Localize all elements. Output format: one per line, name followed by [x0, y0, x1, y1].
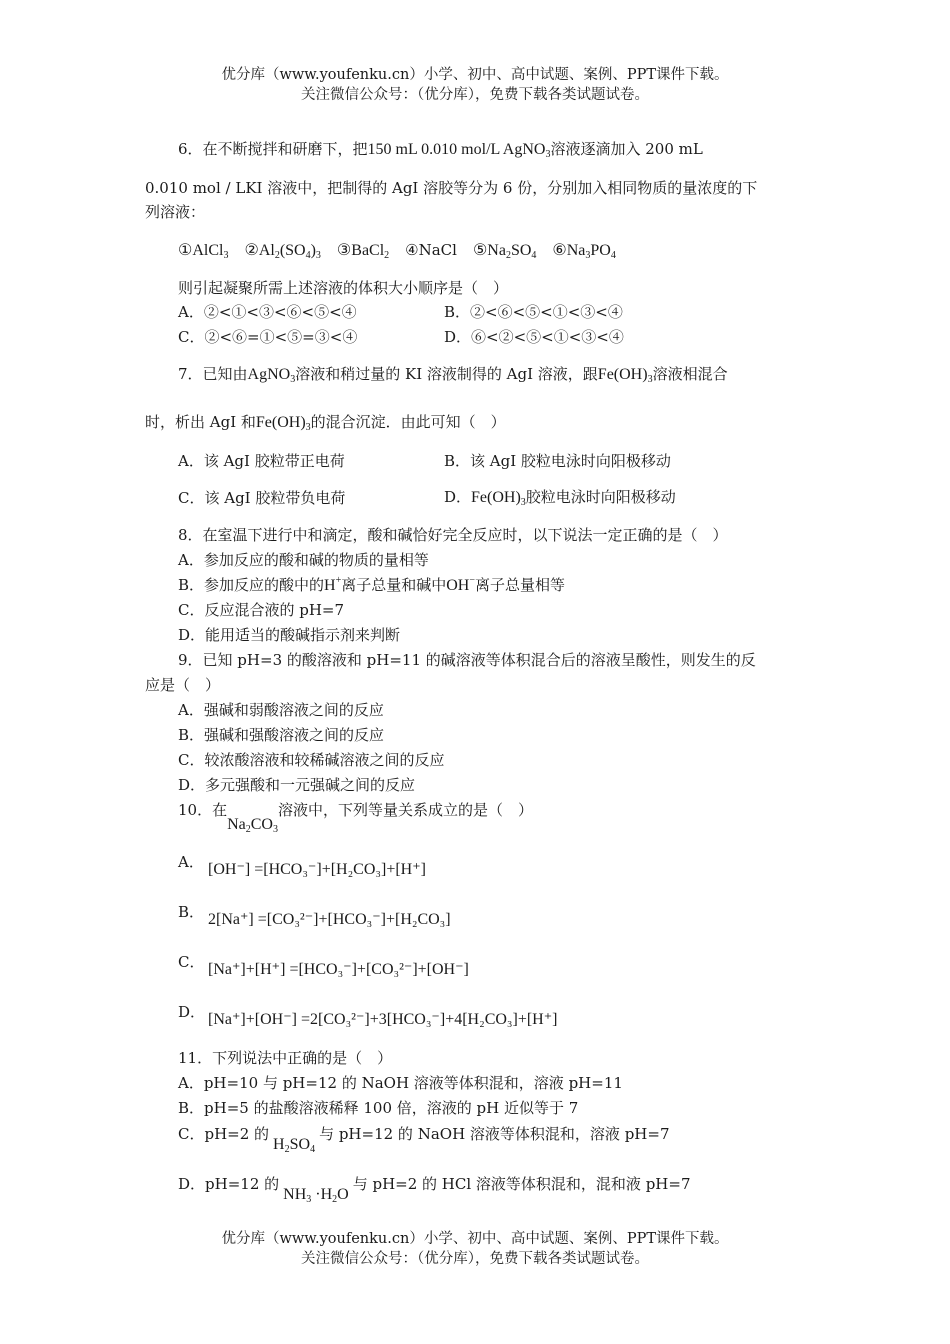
q9-stem-line2: 应是（ ）: [145, 676, 221, 694]
q6-line3: 列溶液：: [145, 203, 206, 221]
q8-option-d: D．能用适当的酸碱指示剂来判断: [178, 626, 401, 644]
q7-line1: 7．已知由AgNO$_3$溶液和稍过量的 KI 溶液制得的 AgI 溶液，跟$Fe(OH)_3$溶液相混合: [178, 365, 728, 385]
q7-option-a: A．该 AgI 胶粒带正电荷: [178, 452, 345, 470]
q6-option-b: B．②<⑥<⑤<①<③<④: [444, 303, 623, 321]
q6-line2: 0.010 mol / LKI 溶液中，把制得的 AgI 溶胶等分为 6 份，分别加入相同物质的量浓度的下: [145, 179, 758, 197]
q6-stem: 则引起凝聚所需上述溶液的体积大小顺序是（ ）: [178, 279, 509, 297]
q8-stem: 8．在室温下进行中和滴定，酸和碱恰好完全反应时，以下说法一定正确的是（ ）: [178, 526, 728, 544]
q6-text: 6．在不断搅拌和研磨下，把: [178, 140, 368, 158]
q10-option-a-label: A．: [178, 853, 204, 871]
q10-option-b-equation: 2[Na⁺] =[CO₃²⁻]+[HCO₃⁻]+[H₂CO₃]: [208, 911, 451, 928]
q7-option-d: D．$Fe(OH)_3$胶粒电泳时向阳极移动: [444, 488, 676, 508]
q9-option-c: C．较浓酸溶液和较稀碱溶液之间的反应: [178, 751, 445, 769]
q6-option-d: D．⑥<②<⑤<①<③<④: [444, 328, 624, 346]
q11-option-a: A．pH=10 与 pH=12 的 NaOH 溶液等体积混和，溶液 pH=11: [178, 1074, 623, 1092]
reagent-4: ④NaCl: [405, 241, 457, 259]
q7-line2: 时，析出 AgI 和$Fe(OH)_3$的混合沉淀．由此可知（ ）: [145, 413, 506, 433]
q11-option-c: C．pH=2 的$H_2SO_4$与 pH=12 的 NaOH 溶液等体积混和，溶液 pH=7: [178, 1125, 670, 1155]
page-header-line2: 关注微信公众号：（优分库），免费下载各类试题试卷。: [301, 87, 649, 103]
reagent-3: ③BaCl$_2$: [336, 242, 390, 261]
q10-option-b-label: B．: [178, 903, 205, 921]
q8-option-b: B．参加反应的酸中的H+离子总量和碱中OH−离子总量相等: [178, 575, 566, 594]
q10-option-c-label: C．: [178, 953, 205, 971]
q10-stem: 10．在$Na_2CO_3$溶液中，下列等量关系成立的是（ ）: [178, 801, 533, 835]
q11-option-d: D．pH=12 的$NH_3 \cdot H_2O$与 pH=2 的 HCl 溶液等体积混和，混和液 pH=7: [178, 1175, 691, 1205]
q10-option-d-label: D．: [178, 1003, 206, 1021]
q6-option-a: A．②<①<③<⑥<⑤<④: [178, 303, 357, 321]
q8-option-a: A．参加反应的酸和碱的物质的量相等: [178, 551, 429, 569]
q7-option-c: C．该 AgI 胶粒带负电荷: [178, 489, 346, 507]
q10-option-d-equation: [Na⁺]+[OH⁻] =2[CO₃²⁻]+3[HCO₃⁻]+4[H₂CO₃]+[H⁺]: [208, 1011, 558, 1028]
q9-option-d: D．多元强酸和一元强碱之间的反应: [178, 776, 416, 794]
q10-option-a-equation: [OH⁻] =[HCO₃⁻]+[H₂CO₃]+[H⁺]: [208, 861, 426, 878]
reagent-2: $②Al_2(SO_4)_3$: [244, 242, 321, 261]
q10-option-c-equation: [Na⁺]+[H⁺] =[HCO₃⁻]+[CO₃²⁻]+[OH⁻]: [208, 961, 469, 978]
q6-option-c: C．②<⑥=①<⑤=③<④: [178, 328, 358, 346]
reagent-5: $⑤Na_2SO_4$: [472, 242, 537, 261]
reagent-1: ①AlCl$_3$: [178, 242, 229, 261]
q6-text-b: 溶液逐滴加入 200 mL: [550, 140, 703, 158]
q7-option-b: B．该 AgI 胶粒电泳时向阳极移动: [444, 452, 671, 470]
page-footer-line1: 优分库（www.youfenku.cn）小学、初中、高中试题、案例、PPT课件下载。: [221, 1231, 729, 1247]
q6-formula: 150 mL 0.010 mol/L AgNO$_3$: [367, 141, 551, 160]
q11-stem: 11．下列说法中正确的是（ ）: [178, 1049, 393, 1067]
q9-option-b: B．强碱和强酸溶液之间的反应: [178, 726, 385, 744]
q8-option-c: C．反应混合液的 pH=7: [178, 601, 345, 619]
q9-option-a: A．强碱和弱酸溶液之间的反应: [178, 701, 384, 719]
page-footer-line2: 关注微信公众号：（优分库），免费下载各类试题试卷。: [301, 1251, 649, 1267]
reagent-6: $⑥Na_3PO_4$: [552, 242, 616, 261]
q9-stem-line1: 9．已知 pH=3 的酸溶液和 pH=11 的碱溶液等体积混合后的溶液呈酸性，则发生的反: [178, 651, 756, 669]
page-header-line1: 优分库（www.youfenku.cn）小学、初中、高中试题、案例、PPT课件下载。: [221, 67, 729, 83]
q6-line1: [178, 139, 703, 160]
q11-option-b: B．pH=5 的盐酸溶液稀释 100 倍，溶液的 pH 近似等于 7: [178, 1099, 579, 1117]
q6-reagent-list: [178, 240, 616, 261]
